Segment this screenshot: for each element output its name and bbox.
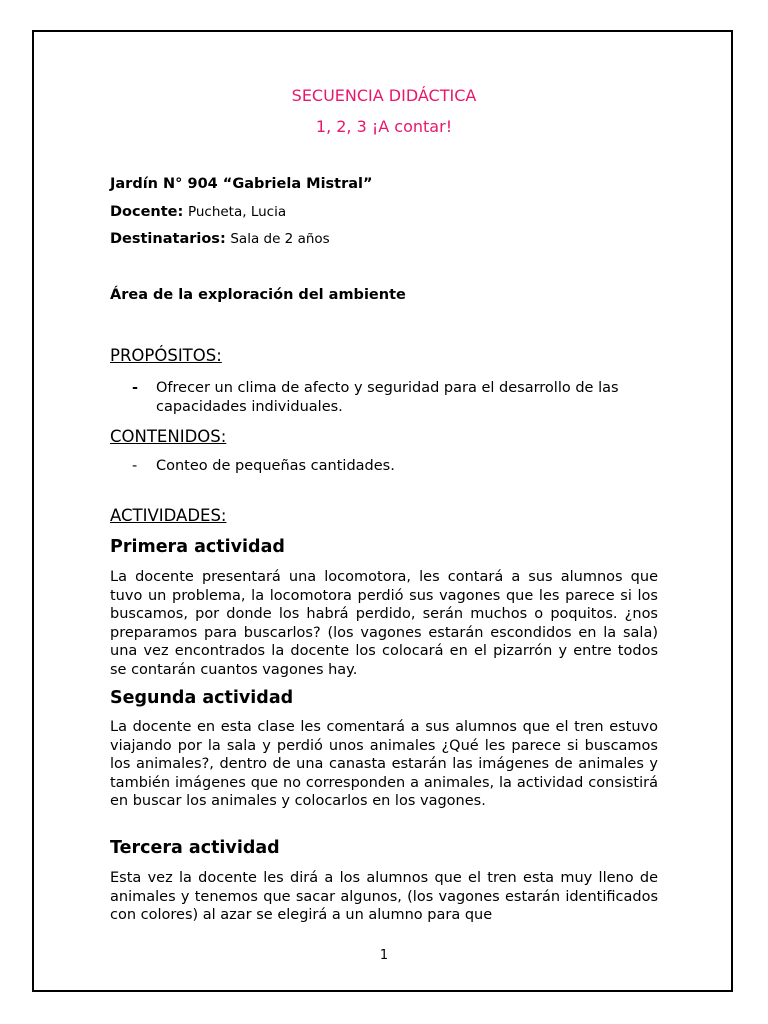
teacher-value: Pucheta, Lucia — [187, 204, 287, 220]
recipients-value: Sala de 2 años — [230, 231, 330, 247]
bullet-dash: - — [132, 458, 138, 474]
teacher-line — [110, 204, 286, 220]
purpose-item-text: Ofrecer un clima de afecto y seguridad para el desarrollo de las capacidades individuales. — [156, 380, 619, 415]
purpose-item — [110, 379, 658, 419]
document-subtitle: 1, 2, 3 ¡A contar! — [315, 117, 453, 136]
activity-3-title: Tercera actividad — [110, 838, 280, 858]
page-number: 1 — [379, 948, 389, 963]
activity-1-title: Primera actividad — [110, 537, 285, 557]
content-item — [110, 457, 658, 477]
activity-2-title: Segunda actividad — [110, 688, 294, 708]
content-item-text: Conteo de pequeñas cantidades. — [156, 458, 395, 474]
teacher-label: Docente: — [110, 204, 184, 220]
purposes-heading: PROPÓSITOS: — [110, 346, 222, 365]
recipients-label: Destinatarios: — [110, 231, 226, 247]
recipients-line — [110, 231, 330, 247]
activity-3-text: Esta vez la docente les dirá a los alumnos que el tren esta muy lleno de animales y tenemos que sacar algunos, (los vagones estarán identificados con colores) al azar se elegirá a un alumno para que — [110, 870, 658, 923]
bullet-dash: - — [132, 380, 139, 396]
document-title: SECUENCIA DIDÁCTICA — [291, 86, 477, 105]
school-name: Jardín N° 904 “Gabriela Mistral” — [110, 176, 373, 192]
contents-heading: CONTENIDOS: — [110, 427, 227, 446]
area-title: Área de la exploración del ambiente — [110, 287, 406, 303]
activity-1-text: La docente presentará una locomotora, les contará a sus alumnos que tuvo un problema, la locomotora perdió sus vagones que les parece si los buscamos, por donde los habrá perdido, serán muchos o poquitos. ¿nos preparamos para buscarlos? (los vagones estarán escondidos en la sala) una vez encontrados la docente los colocará en el pizarrón y entre todos se contarán cuantos vagones hay. — [110, 569, 658, 678]
activities-heading: ACTIVIDADES: — [110, 506, 227, 525]
activity-2-text: La docente en esta clase les comentará a sus alumnos que el tren estuvo viajando por la sala y perdió unos animales ¿Qué les parece si buscamos los animales?, dentro de una canasta estarán las imágenes de animales y también imágenes que no corresponden a animales, la actividad consistirá en buscar los animales y colocarlos en los vagones. — [110, 719, 658, 809]
